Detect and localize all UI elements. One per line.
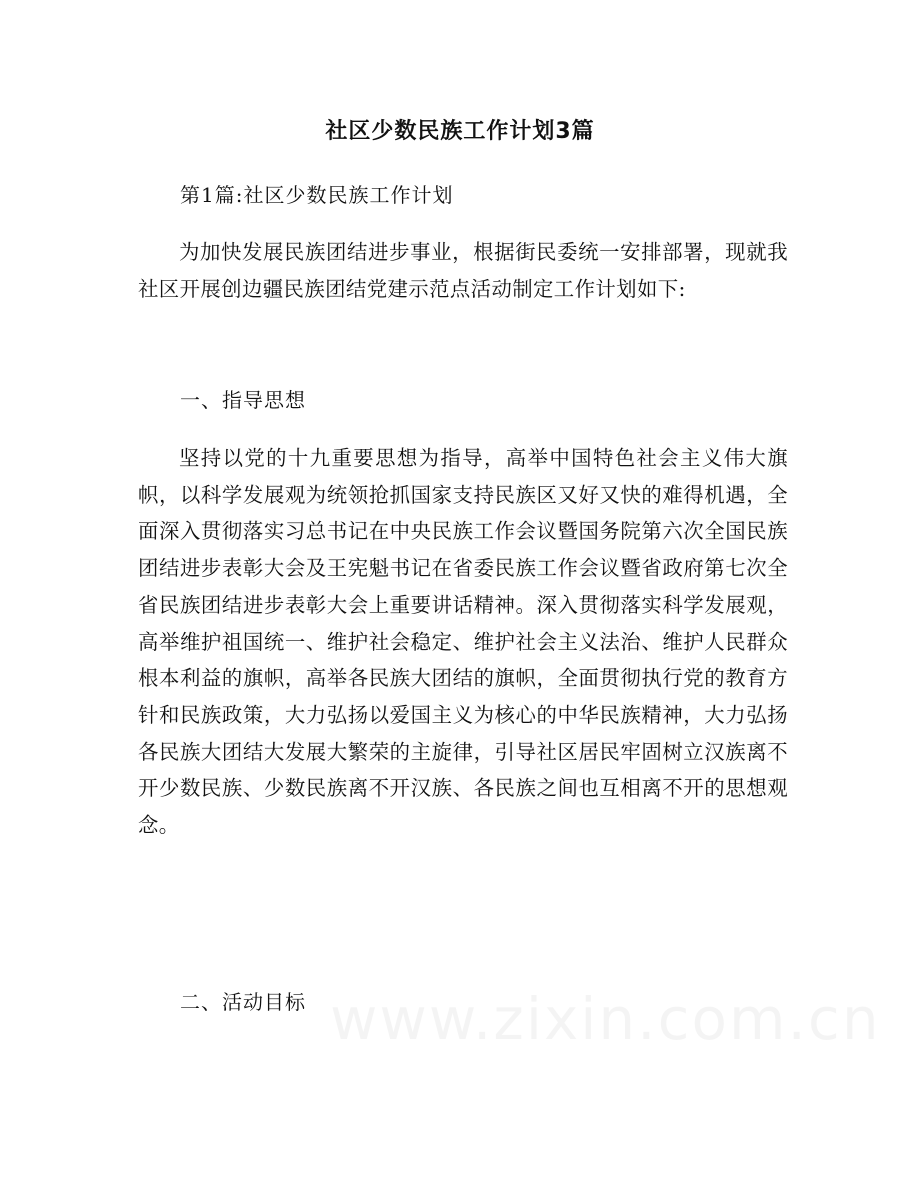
part1-heading: 第1篇:社区少数民族工作计划 (180, 183, 454, 207)
section1-paragraph: 坚持以党的十九重要思想为指导，高举中国特色社会主义伟大旗帜，以科学发展观为统领抢抓国家支持民族区又好又快的难得机遇，全面深入贯彻落实习总书记在中央民族工作会议暨国务院第六次全国民族团结进步表彰大会及王宪魁书记在省委民族工作会议暨省政府第七次全省民族团结进步表彰大会上重要讲话精神。深入贯彻落实科学发展观，高举维护祖国统一、维护社会稳定、维护社会主义法治、维护人民群众根本利益的旗帜，高举各民族大团结的旗帜，全面贯彻执行党的教育方针和民族政策，大力弘扬以爱国主义为核心的中华民族精神，大力弘扬各民族大团结大发展大繁荣的主旋律，引导社区居民牢固树立汉族离不开少数民族、少数民族离不开汉族、各民族之间也互相离不开的思想观念。 (138, 446, 788, 838)
section2-heading: 二、活动目标 (180, 990, 306, 1014)
watermark (330, 985, 881, 1053)
section1-heading: 一、指导思想 (180, 388, 306, 412)
document-title: 社区少数民族工作计划3篇 (325, 119, 595, 144)
intro-paragraph: 为加快发展民族团结进步事业，根据街民委统一安排部署，现就我社区开展创边疆民族团结党建示范点活动制定工作计划如下: (138, 240, 788, 301)
